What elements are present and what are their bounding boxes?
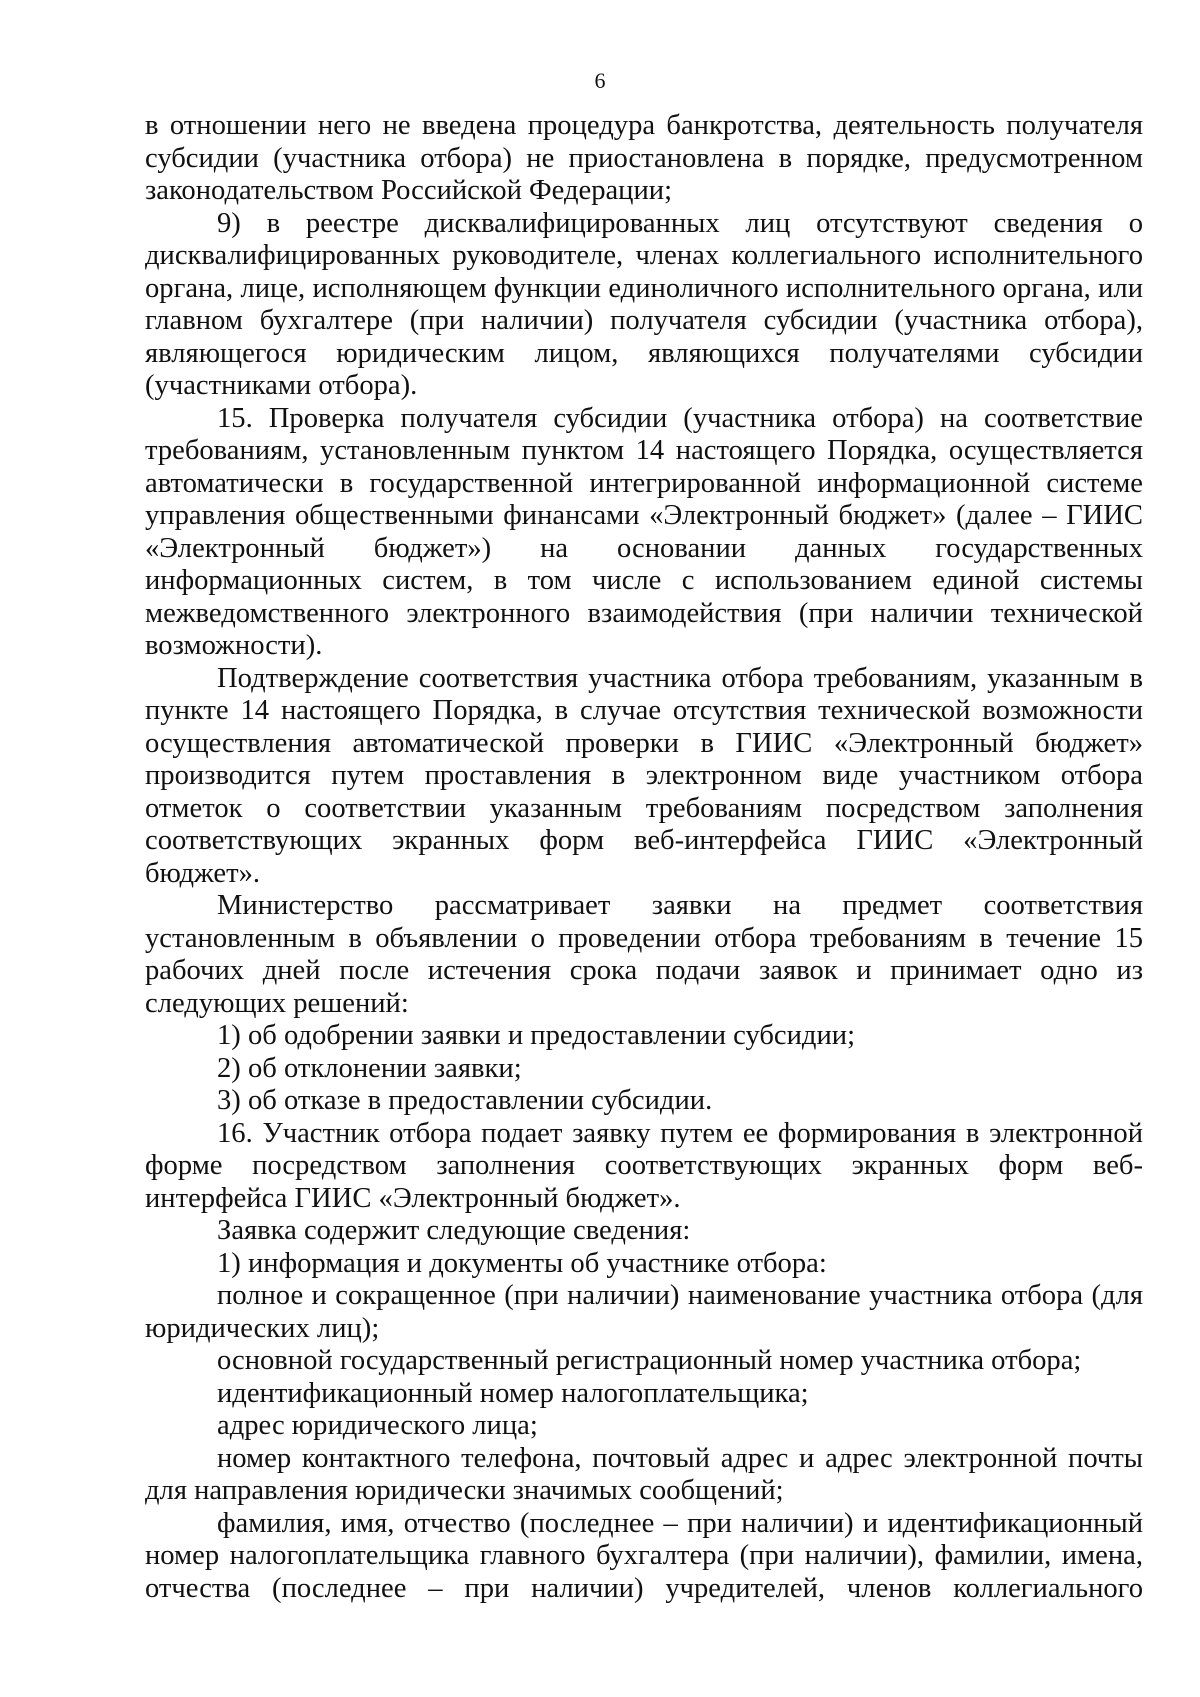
paragraph-decision-2: 2) об отклонении заявки; xyxy=(217,1052,522,1084)
paragraph-full-name: полное и сокращенное (при наличии) наименование участника отбора (для юридических лиц); xyxy=(145,1280,1143,1344)
paragraph-clause-16: 16. Участник отбора подает заявку путем ее формирования в электронной форме посредством заполнения соответствующих экранных форм веб-интерфейса ГИИС «Электронный бюджет». xyxy=(145,1117,1143,1214)
paragraph-accountant: фамилия, имя, отчество (последнее – при наличии) и идентификационный номер налогоплательщика главного бухгалтера (при наличии), фамилии, имена, отчества (последнее – при наличии) учредителей, членов коллегиального xyxy=(145,1507,1143,1604)
paragraph-continuation: в отношении него не введена процедура банкротства, деятельность получателя субсидии (участника отбора) не приостановлена в порядке, предусмотренном законодательством Российской Федерации; xyxy=(145,110,1143,206)
paragraph-inn: идентификационный номер налогоплательщика; xyxy=(217,1377,809,1409)
paragraph-confirmation: Подтверждение соответствия участника отбора требованиям, указанным в пункте 14 настоящего Порядка, в случае отсутствия технической возможности осуществления автоматической проверки в ГИИС «Электронный бюджет» производится путем проставления в электронном виде участником отбора отметок о соответствии указанным требованиям посредством заполнения соответствующих экранных форм веб-интерфейса ГИИС «Электронный бюджет». xyxy=(145,662,1143,889)
paragraph-clause-15: 15. Проверка получателя субсидии (участника отбора) на соответствие требованиям, установленным пунктом 14 настоящего Порядка, осуществляется автоматически в государственной интегрированной информационной системе управления общественными финансами «Электронный бюджет» (далее – ГИИС «Электронный бюджет») на основании данных государственных информационных систем, в том числе с использованием единой системы межведомственного электронного взаимодействия (при наличии технической возможности). xyxy=(145,402,1143,661)
paragraph-ogrn: основной государственный регистрационный номер участника отбора; xyxy=(217,1345,1082,1376)
paragraph-decision-1: 1) об одобрении заявки и предоставлении субсидии; xyxy=(217,1020,856,1051)
paragraph-info-1: 1) информация и документы об участнике отбора: xyxy=(217,1247,827,1279)
document-body xyxy=(145,110,1143,1605)
page-number: 6 xyxy=(594,68,606,93)
paragraph-decision-3: 3) об отказе в предоставлении субсидии. xyxy=(217,1085,713,1116)
paragraph-ministry-review: Министерство рассматривает заявки на предмет соответствия установленным в объявлении о проведении отбора требованиям в течение 15 рабочих дней после истечения срока подачи заявок и принимает одно из следующих решений: xyxy=(145,890,1143,1019)
paragraph-application-contents: Заявка содержит следующие сведения: xyxy=(217,1215,691,1246)
paragraph-contacts: номер контактного телефона, почтовый адрес и адрес электронной почты для направления юридически значимых сообщений; xyxy=(145,1442,1143,1506)
paragraph-address: адрес юридического лица; xyxy=(217,1410,538,1441)
paragraph-item-9: 9) в реестре дисквалифицированных лиц отсутствуют сведения о дисквалифицированных руководителе, членах коллегиального исполнительного органа, лице, исполняющем функции единоличного исполнительного органа, или главном бухгалтере (при наличии) получателя субсидии (участника отбора), являющегося юридическим лицом, являющихся получателями субсидии (участниками отбора). xyxy=(145,207,1143,401)
